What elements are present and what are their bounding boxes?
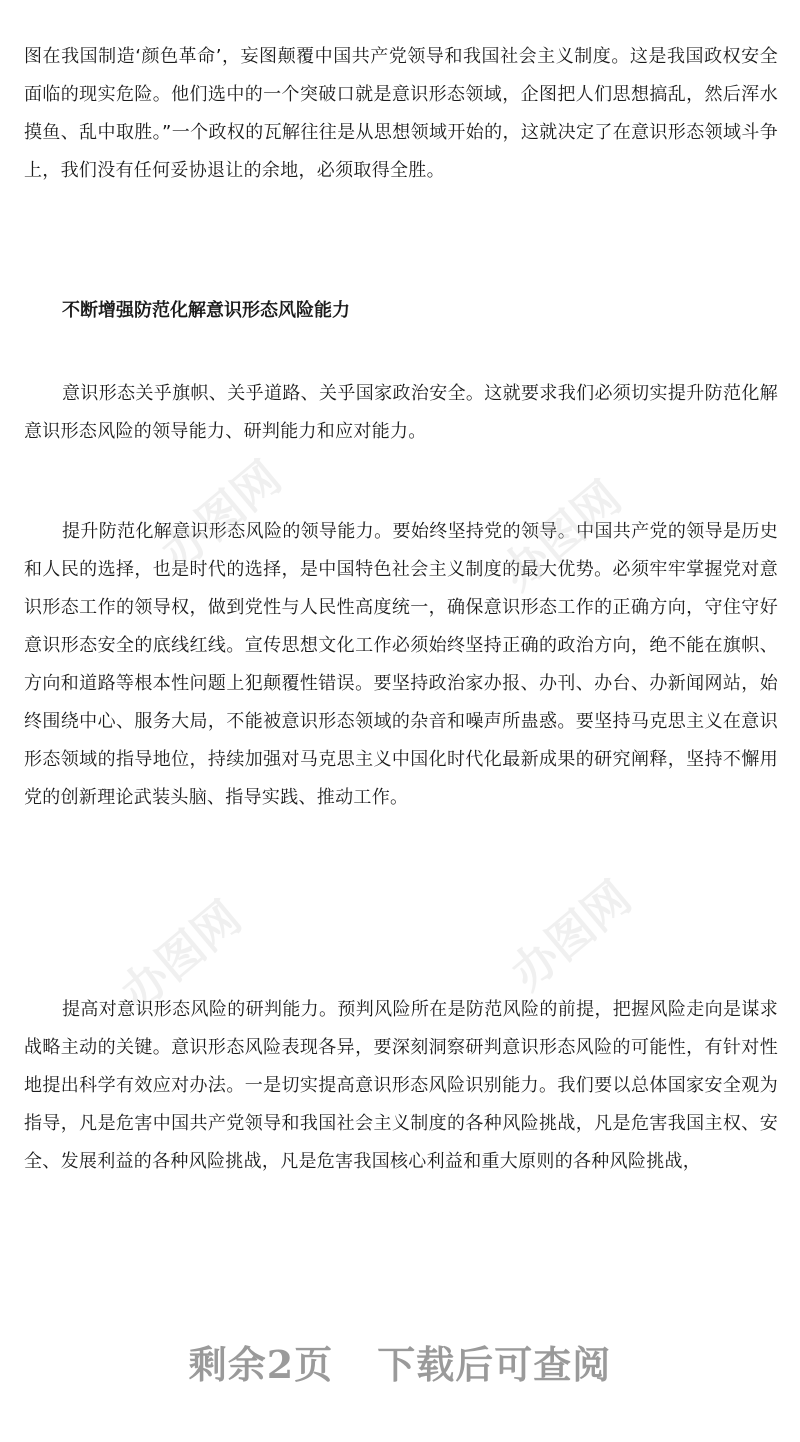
watermark: 办图网 [110, 890, 252, 1021]
download-banner[interactable] [0, 1334, 800, 1389]
watermark: 办图网 [150, 450, 292, 581]
paragraph-3: 提高对意识形态风险的研判能力。预判风险所在是防范风险的前提，把握风险走向是谋求战略主动的关键。意识形态风险表现各异，要深刻洞察研判意识形态风险的可能性，有针对性地提出科学有效应对办法。一是切实提高意识形态风险识别能力。我们要以总体国家安全观为指导，凡是危害中国共产党领导和我国社会主义制度的各种风险挑战，凡是危害我国主权、安全、发展利益的各种风险挑战，凡是危害我国核心利益和重大原则的各种风险挑战， [24, 999, 778, 1172]
download-prompt-label: 下载后可查阅 [377, 1342, 612, 1387]
paragraph-1: 意识形态关乎旗帜、关乎道路、关乎国家政治安全。这就要求我们必须切实提升防范化解意识形态风险的领导能力、研判能力和应对能力。 [24, 383, 778, 442]
watermark: 办图网 [490, 470, 632, 601]
intro-paragraph: 图在我国制造‘颜色革命’，妄图颠覆中国共产党领导和我国社会主义制度。这是我国政权安全面临的现实危险。他们选中的一个突破口就是意识形态领域，企图把人们思想搞乱，然后浑水摸鱼、乱中取胜。”一个政权的瓦解往往是从思想领域开始的，这就决定了在意识形态领域斗争上，我们没有任何妥协退让的余地，必须取得全胜。 [24, 46, 778, 181]
remaining-pages-label: 剩余2页 [188, 1342, 334, 1387]
watermark: 办图网 [500, 870, 642, 1001]
paragraph-2: 提升防范化解意识形态风险的领导能力。要始终坚持党的领导。中国共产党的领导是历史和人民的选择，也是时代的选择，是中国特色社会主义制度的最大优势。必须牢牢掌握党对意识形态工作的领导权，做到党性与人民性高度统一，确保意识形态工作的正确方向，守住守好意识形态安全的底线红线。宣传思想文化工作必须始终坚持正确的政治方向，绝不能在旗帜、方向和道路等根本性问题上犯颠覆性错误。要坚持政治家办报、办刊、办台、办新闻网站，始终围绕中心、服务大局，不能被意识形态领域的杂音和噪声所蛊惑。要坚持马克思主义在意识形态领域的指导地位，持续加强对马克思主义中国化时代化最新成果的研究阐释，坚持不懈用党的创新理论武装头脑、指导实践、推动工作。 [24, 521, 778, 808]
section-heading: 不断增强防范化解意识形态风险能力 [62, 300, 350, 321]
